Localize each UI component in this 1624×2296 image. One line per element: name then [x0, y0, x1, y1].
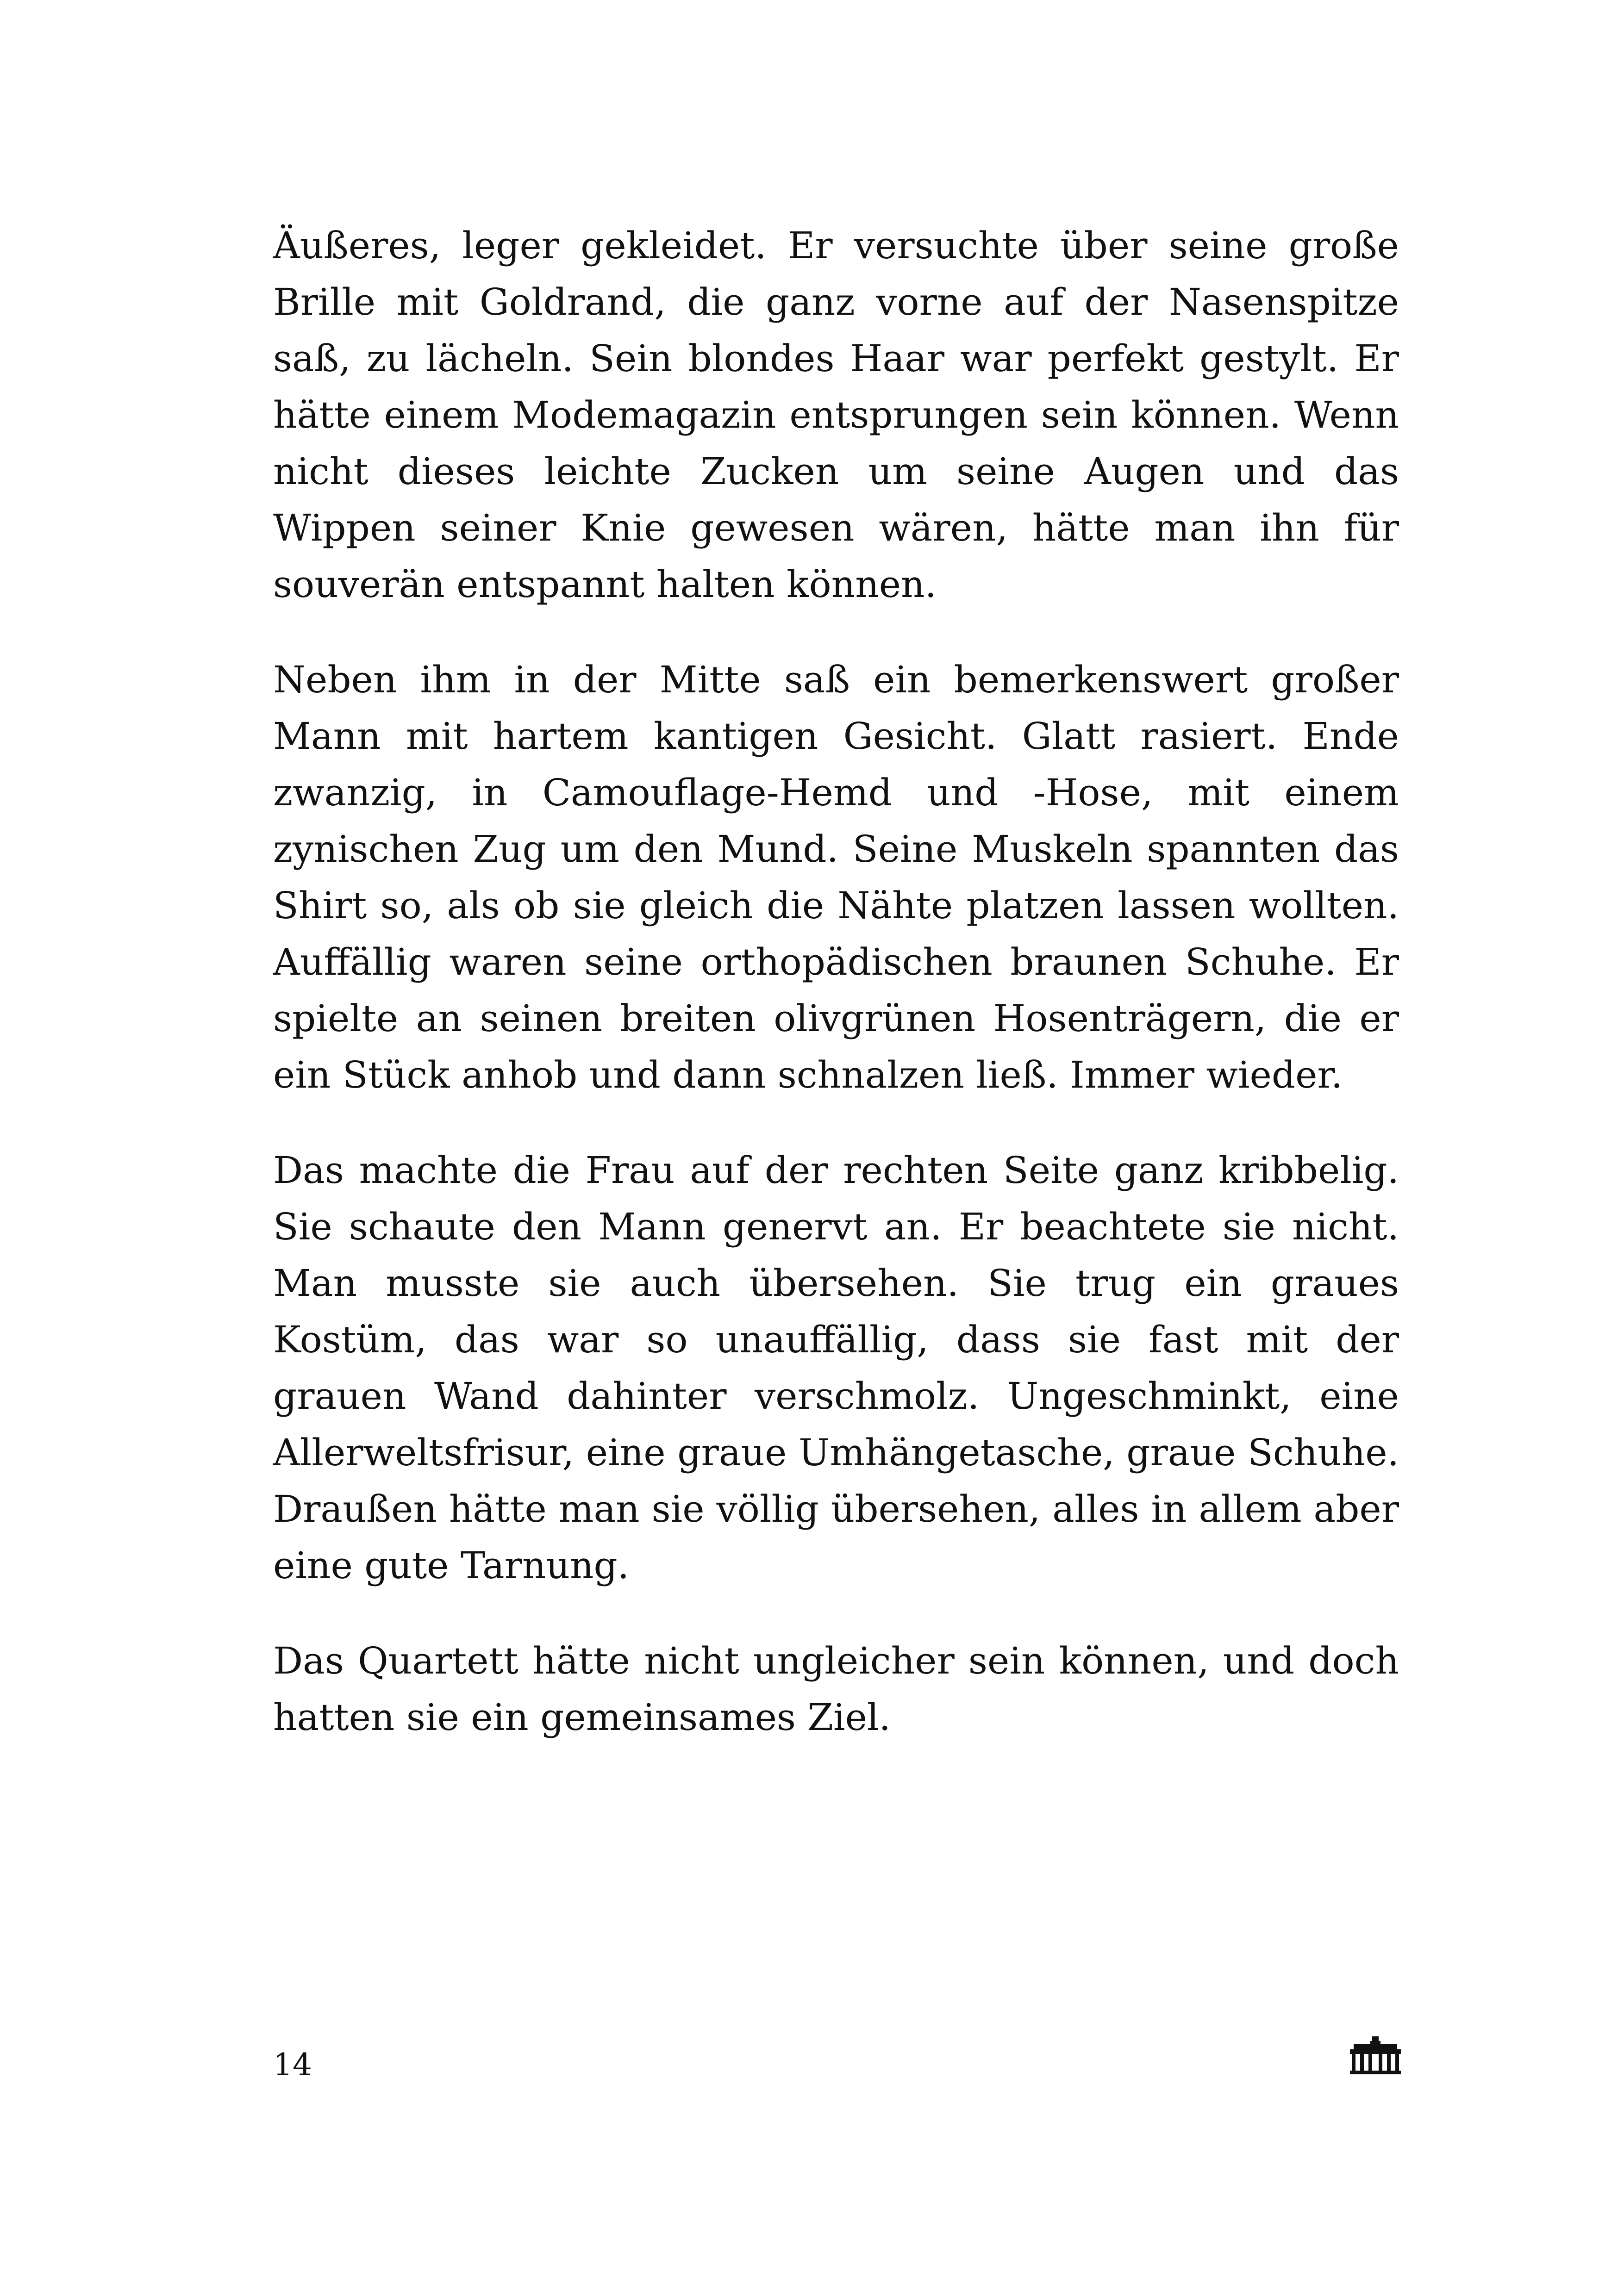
- body-text: [273, 218, 1399, 1746]
- paragraph-4: Das Quartett hätte nicht ungleicher sein können, und doch hatten sie ein gemeinsames Ziel.: [273, 1639, 1399, 1739]
- paragraph-2: Neben ihm in der Mitte saß ein bemerkenswert großer Mann mit hartem kantigen Gesicht. Glatt rasiert. Ende zwanzig, in Camouflage-Hemd und -Hose, mit einem zynischen Zug um den Mund. Seine Muskeln spannten das Shirt so, als ob sie gleich die Nähte platzen lassen wollten. Auffällig waren seine orthopädischen braunen Schuhe. Er spielte an seinen breiten olivgrünen Hosenträgern, die er ein Stück anhob und dann schnalzen ließ. Immer wieder.: [273, 658, 1399, 1096]
- page-number: 14: [273, 2047, 312, 2083]
- paragraph-1: Äußeres, leger gekleidet. Er versuchte über seine große Brille mit Goldrand, die ganz vorne auf der Nasenspitze saß, zu lächeln. Sein blondes Haar war perfekt gestylt. Er hätte einem Modemagazin entsprungen sein können. Wenn nicht dieses leichte Zucken um seine Augen und das Wippen seiner Knie gewesen wären, hätte man ihn für souverän entspannt halten können.: [273, 224, 1399, 606]
- paragraph-3: Das machte die Frau auf der rechten Seite ganz kribbelig. Sie schaute den Mann genervt an. Er beachtete sie nicht. Man musste sie auch übersehen. Sie trug ein graues Kostüm, das war so unauffällig, dass sie fast mit der grauen Wand dahinter verschmolz. Ungeschminkt, eine Allerweltsfrisur, eine graue Umhängetasche, graue Schuhe. Draußen hätte man sie völlig übersehen, alles in allem aber eine gute Tarnung.: [273, 1149, 1399, 1587]
- brandenburg-gate-icon: [1350, 2036, 1401, 2074]
